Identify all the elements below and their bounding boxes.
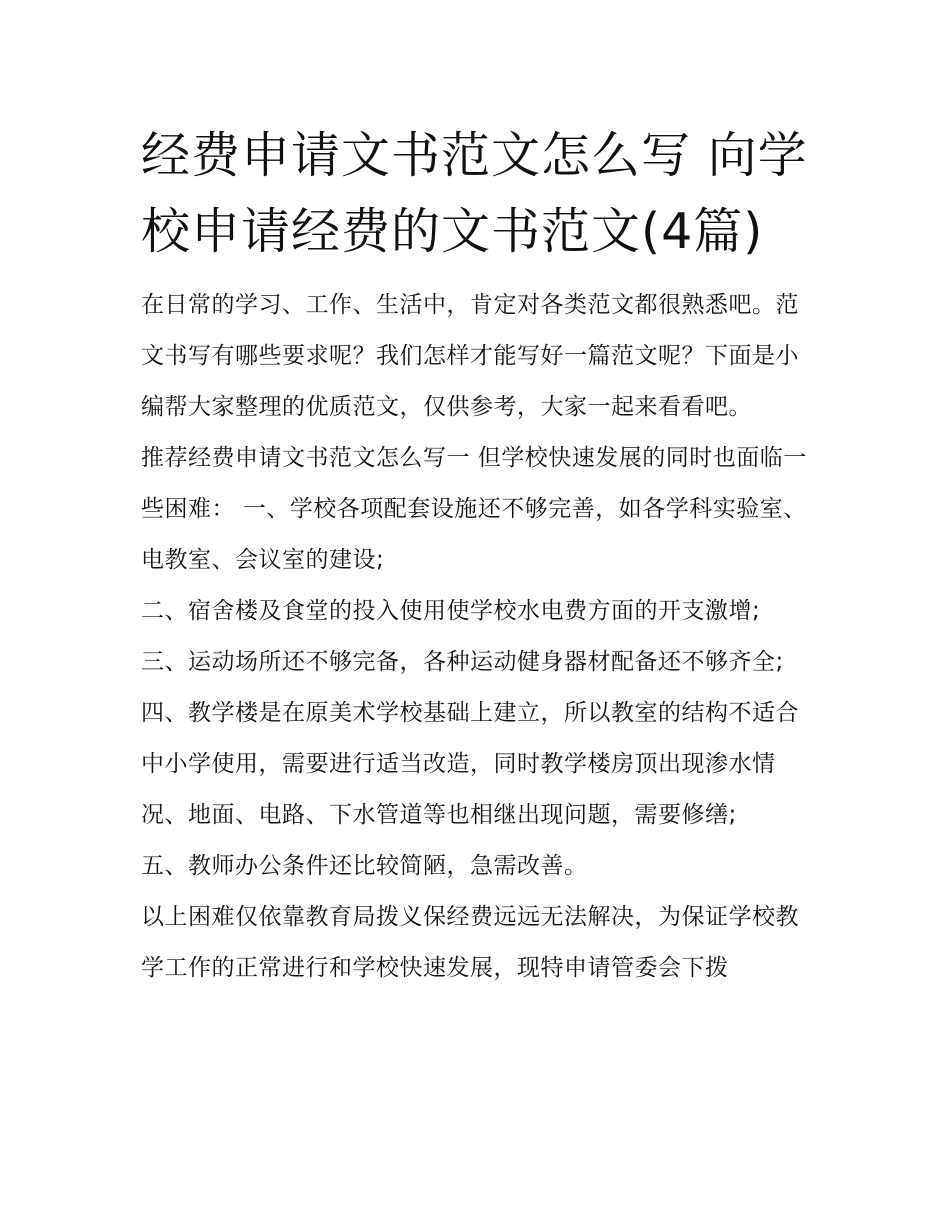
document-body: [141, 118, 821, 994]
body-paragraph-difficulty-four: 四、教学楼是在原美术学校基础上建立，所以教室的结构不适合中小学使用，需要进行适当改造，同时教学楼房顶出现渗水情况、地面、电路、下水管道等也相继出现问题，需要修缮;: [141, 700, 799, 828]
body-paragraph-difficulty-two: 二、宿舍楼及食堂的投入使用使学校水电费方面的开支激增;: [141, 598, 761, 624]
body-paragraph-difficulty-five: 五、教师办公条件还比较简陋，急需改善。: [141, 853, 588, 879]
document-title: 经费申请文书范文怎么写 向学校申请经费的文书范文(4篇): [141, 127, 808, 260]
body-paragraph-difficulty-one: 推荐经费申请文书范文怎么写一 但学校快速发展的同时也面临一些困难： 一、学校各项配套设施还不够完善，如各学科实验室、电教室、会议室的建设;: [141, 445, 807, 573]
body-paragraph-conclusion: 以上困难仅依靠教育局拨义保经费远远无法解决，为保证学校教学工作的正常进行和学校快速发展，现特申请管委会下拨: [141, 904, 799, 981]
body-paragraph-difficulty-three: 三、运动场所还不够完备，各种运动健身器材配备还不够齐全;: [141, 649, 784, 675]
intro-paragraph: 在日常的学习、工作、生活中，肯定对各类范文都很熟悉吧。范文书写有哪些要求呢？我们怎样才能写好一篇范文呢？下面是小编帮大家整理的优质范文，仅供参考，大家一起来看看吧。: [141, 292, 799, 420]
